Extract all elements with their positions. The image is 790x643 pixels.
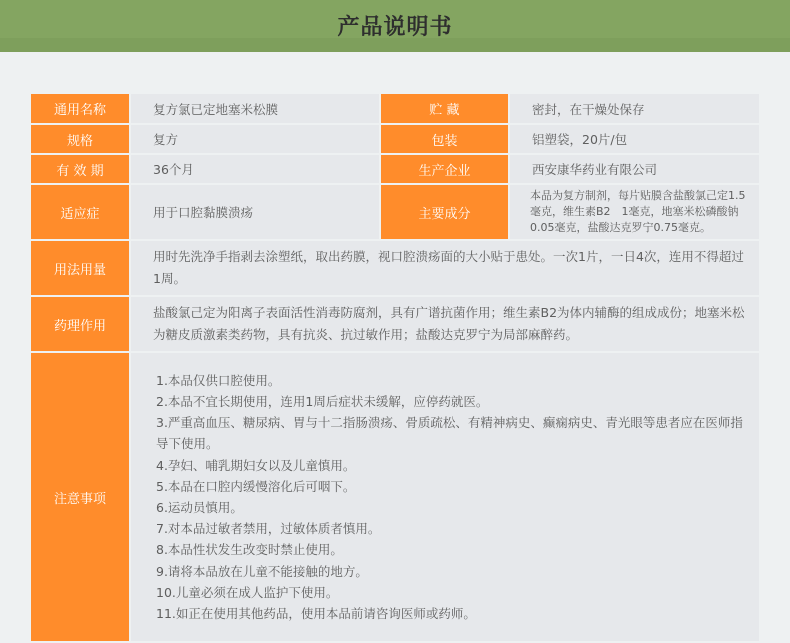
list-item: 10.儿童必须在成人监护下使用。 xyxy=(156,584,339,600)
label-generic-name: 通用名称 xyxy=(31,94,131,123)
value-storage: 密封，在干燥处保存 xyxy=(510,94,761,123)
table-row xyxy=(31,297,761,351)
label-manufacturer: 生产企业 xyxy=(381,155,510,183)
spec-table xyxy=(31,92,761,643)
list-item: 7.对本品过敏者禁用，过敏体质者慎用。 xyxy=(156,521,381,537)
value-validity: 36个月 xyxy=(131,155,381,183)
list-item: 11.如正在使用其他药品，使用本品前请咨询医师或药师。 xyxy=(156,606,476,622)
table-row xyxy=(31,353,761,641)
label-indication: 适应症 xyxy=(31,185,131,239)
label-pharmacology: 药理作用 xyxy=(31,297,131,351)
header-bar xyxy=(0,0,790,52)
table-row xyxy=(31,125,761,153)
label-usage: 用法用量 xyxy=(31,241,131,295)
value-spec: 复方 xyxy=(131,125,381,153)
value-package: 铝塑袋，20片/包 xyxy=(510,125,761,153)
list-item: 6.运动员慎用。 xyxy=(156,500,243,515)
list-item: 3.严重高血压、糖尿病、胃与十二指肠溃疡、骨质疏松、有精神病史、癫痫病史、青光眼等患者应在医师指导下使用。 xyxy=(156,415,743,452)
label-package: 包装 xyxy=(381,125,510,153)
table-row xyxy=(31,185,761,239)
value-precautions xyxy=(131,353,761,641)
label-storage: 贮 藏 xyxy=(381,94,510,123)
list-item: 9.请将本品放在儿童不能接触的地方。 xyxy=(156,563,368,579)
list-item: 8.本品性状发生改变时禁止使用。 xyxy=(156,542,343,558)
value-usage: 用时先洗净手指剥去涂塑纸，取出药膜，视口腔溃疡面的大小贴于患处。一次1片，一日4次，连用不得超过1周。 xyxy=(131,241,761,295)
value-pharmacology: 盐酸氯己定为阳离子表面活性消毒防腐剂，具有广谱抗菌作用；维生素B2为体内辅酶的组成成份；地塞米松为糖皮质激素类药物，具有抗炎、抗过敏作用；盐酸达克罗宁为局部麻醉药。 xyxy=(131,297,761,351)
label-ingredients: 主要成分 xyxy=(381,185,510,239)
table-row xyxy=(31,155,761,183)
value-ingredients: 本品为复方制剂，每片贴膜含盐酸氯己定1.5毫克，维生素B2 1毫克，地塞米松磷酸钠0.05毫克，盐酸达克罗宁0.75毫克。 xyxy=(510,185,761,239)
list-item: 5.本品在口腔内缓慢溶化后可咽下。 xyxy=(156,478,356,494)
label-validity: 有 效 期 xyxy=(31,155,131,183)
table-row xyxy=(31,241,761,295)
list-item: 1.本品仅供口腔使用。 xyxy=(156,372,281,388)
value-manufacturer: 西安康华药业有限公司 xyxy=(510,155,761,183)
label-precautions: 注意事项 xyxy=(31,353,131,641)
list-item: 2.本品不宜长期使用，连用1周后症状未缓解，应停药就医。 xyxy=(156,393,489,409)
table-row xyxy=(31,94,761,123)
precautions-list xyxy=(156,370,749,624)
value-indication: 用于口腔黏膜溃疡 xyxy=(131,185,381,239)
value-generic-name: 复方氯已定地塞米松膜 xyxy=(131,94,381,123)
label-spec: 规格 xyxy=(31,125,131,153)
list-item: 4.孕妇、哺乳期妇女以及儿童慎用。 xyxy=(156,457,356,473)
page-title: 产品说明书 xyxy=(337,15,453,40)
